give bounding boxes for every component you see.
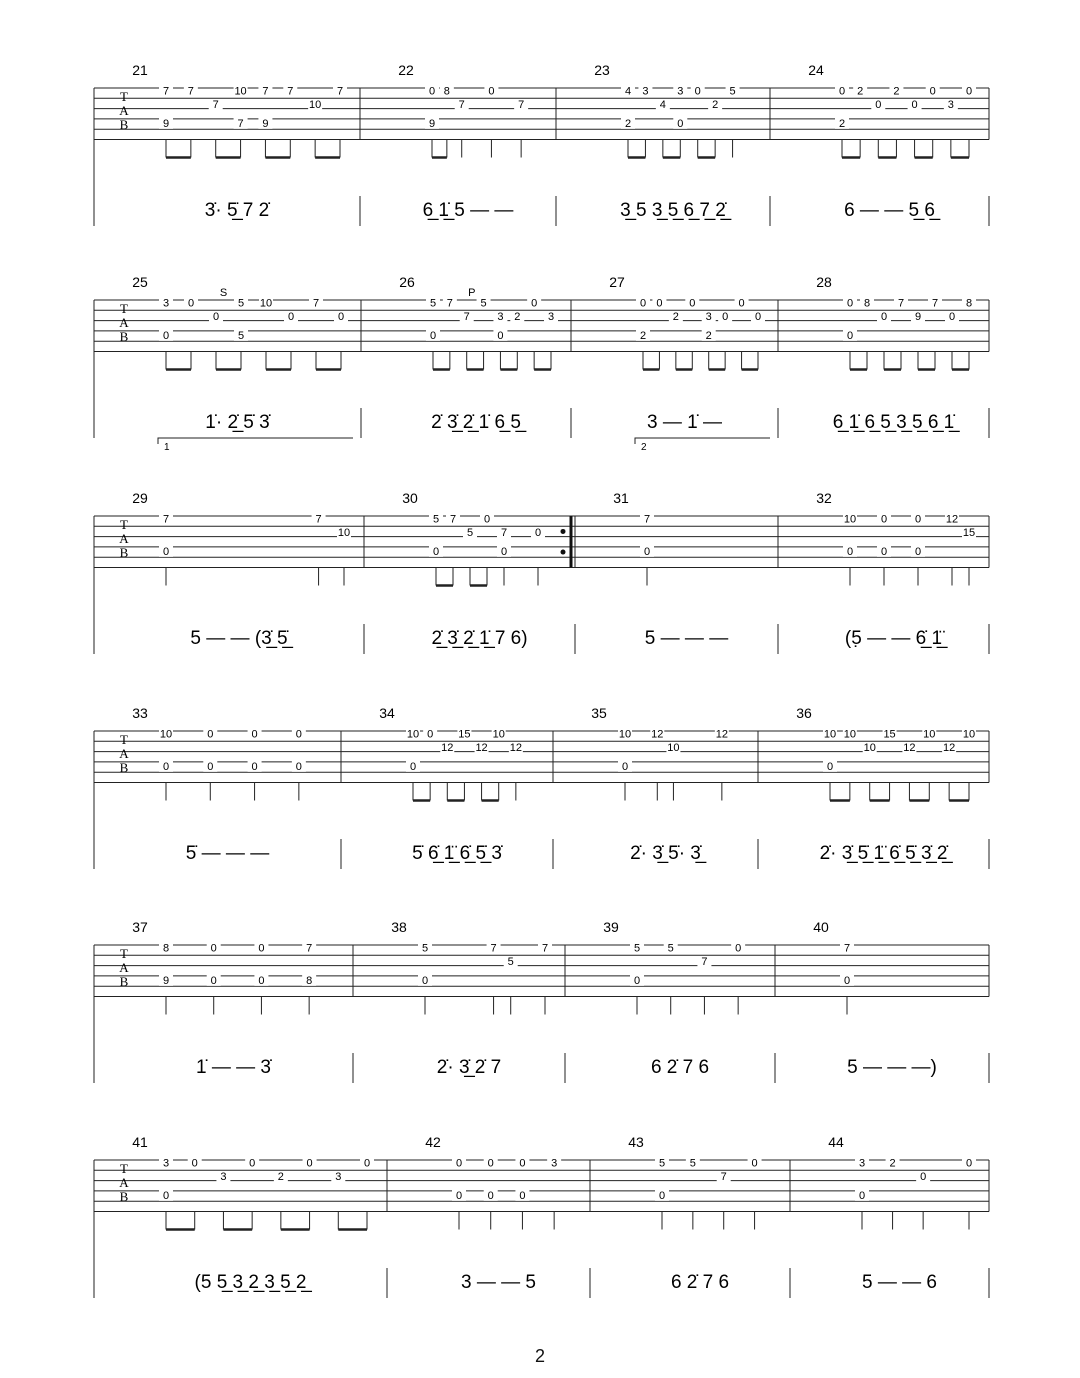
fret-number: 10 — [337, 527, 351, 540]
fret-number: 8 — [306, 974, 313, 987]
fret-number: 0 — [751, 1157, 758, 1170]
fret-number: 7 — [336, 85, 344, 98]
fret-number: 0 — [858, 1189, 866, 1202]
fret-number: 3 — [705, 311, 712, 324]
jianpu-measure: 5 — — 6 — [862, 1272, 937, 1293]
fret-number: 12 — [943, 742, 956, 755]
fret-number: 9 — [162, 974, 170, 987]
measure-number: 36 — [796, 705, 812, 721]
fret-number: 0 — [965, 1157, 973, 1170]
fret-number: 7 — [931, 297, 939, 310]
fret-number: 10 — [406, 728, 420, 741]
fret-number: 2 — [893, 85, 900, 98]
fret-number: 7 — [162, 513, 170, 526]
fret-number: 0 — [965, 85, 973, 98]
fret-number: 0 — [483, 513, 491, 526]
fret-number: 0 — [880, 311, 888, 324]
fret-number: 12 — [945, 513, 959, 526]
measure-number: 30 — [402, 490, 418, 506]
tab-clef-letter: A — [119, 1175, 129, 1190]
jianpu-measure: 5̇ 6̲̇ 1̲̈ 6̲̇ 5̲̇ 3̇ — [412, 843, 502, 864]
measure-number: 28 — [816, 274, 832, 290]
tab-clef-letter: B — [119, 1189, 129, 1204]
measure-number: 27 — [609, 274, 625, 290]
fret-number: 0 — [880, 513, 888, 526]
fret-number: 10 — [843, 513, 857, 526]
measure-number: 31 — [613, 490, 629, 506]
fret-number: 7 — [315, 513, 322, 526]
fret-number: 0 — [677, 117, 684, 130]
fret-number: 0 — [212, 311, 220, 324]
fret-number: 8 — [965, 297, 973, 310]
fret-number: 0 — [914, 545, 922, 558]
fret-number: 0 — [258, 942, 265, 955]
measure-number: 35 — [591, 705, 607, 721]
fret-number: 5 — [466, 527, 474, 540]
fret-number: 9 — [262, 117, 269, 130]
fret-number: 3 — [162, 1157, 170, 1170]
jianpu-measure: (5̣ — — 6̲̇ 1̲̈ — [844, 628, 943, 649]
tab-clef-letter: A — [119, 746, 129, 761]
fret-number: 0 — [363, 1157, 371, 1170]
fret-number: 0 — [210, 942, 217, 955]
fret-number: 2 — [277, 1171, 284, 1184]
technique-marker: P — [468, 287, 476, 299]
measure-number: 21 — [132, 62, 148, 78]
measure-number: 41 — [132, 1134, 148, 1150]
fret-number: 0 — [694, 85, 701, 98]
fret-number: 3 — [551, 1157, 558, 1170]
volta-number: 1 — [164, 442, 170, 453]
fret-number: 0 — [497, 329, 504, 342]
fret-number: 0 — [843, 974, 851, 987]
fret-number: 9 — [914, 311, 922, 324]
jianpu-measure: 6̲ 1̲̇ 6̲ 5̲ 3̲ 5̲ 6̲ 1̲̇ — [832, 412, 955, 433]
fret-number: 0 — [162, 329, 170, 342]
fret-number: 5 — [507, 956, 514, 969]
fret-number: 7 — [262, 85, 269, 98]
measure-number: 44 — [828, 1134, 844, 1150]
fret-number: 7 — [306, 942, 313, 955]
fret-number: 0 — [428, 85, 436, 98]
fret-number: 12 — [509, 742, 522, 755]
measure-number: 40 — [813, 919, 829, 935]
fret-number: 12 — [903, 742, 916, 755]
fret-number: 5 — [689, 1157, 696, 1170]
fret-number: 5 — [729, 85, 736, 98]
fret-number: 0 — [191, 1157, 198, 1170]
fret-number: 10 — [823, 728, 837, 741]
fret-number: 0 — [162, 1189, 170, 1202]
fret-number: 7 — [897, 297, 905, 310]
fret-number: 0 — [948, 311, 956, 324]
fret-number: 0 — [162, 760, 170, 773]
fret-number: 7 — [643, 513, 651, 526]
volta-number: 2 — [641, 442, 647, 453]
jianpu-measure: (5 5̲ 3̲ 2̲ 3̲ 5̲ 2̲ — [194, 1272, 307, 1293]
tab-clef-letter: A — [119, 960, 129, 975]
fret-number: 7 — [287, 85, 294, 98]
fret-number: 0 — [432, 545, 440, 558]
page-number: 2 — [534, 1346, 545, 1366]
fret-number: 0 — [534, 527, 542, 540]
measure-number: 26 — [399, 274, 415, 290]
fret-number: 10 — [618, 728, 632, 741]
fret-number: 0 — [658, 1189, 666, 1202]
fret-number: 3 — [220, 1171, 227, 1184]
fret-number: 7 — [162, 85, 170, 98]
volta-bracket — [635, 438, 770, 444]
fret-number: 5 — [237, 329, 245, 342]
fret-number: 10 — [234, 85, 247, 98]
fret-number: 0 — [920, 1171, 927, 1184]
fret-number: 9 — [428, 117, 436, 130]
measure-number: 33 — [132, 705, 148, 721]
jianpu-measure: 2̲̇ 3̲̇ 2̲̇ 1̲̇ 7 6) — [431, 628, 528, 649]
tab-clef-letter: T — [120, 301, 128, 316]
fret-number: 0 — [914, 513, 922, 526]
technique-marker: S — [219, 287, 228, 299]
jianpu-measure: 3̇· 5̲̇ 7 2̇ — [204, 200, 270, 221]
fret-number: 2 — [857, 85, 864, 98]
measure-number: 42 — [425, 1134, 441, 1150]
fret-number: 10 — [159, 728, 173, 741]
fret-number: 3 — [335, 1171, 342, 1184]
fret-number: 7 — [720, 1171, 727, 1184]
fret-number: 0 — [754, 311, 762, 324]
fret-number: 2 — [624, 117, 632, 130]
fret-number: 7 — [312, 297, 320, 310]
fret-number: 7 — [449, 513, 457, 526]
volta-bracket — [158, 438, 353, 444]
fret-number: 15 — [883, 728, 896, 741]
fret-number: 0 — [639, 297, 647, 310]
measure-number: 29 — [132, 490, 148, 506]
fret-number: 8 — [863, 297, 871, 310]
fret-number: 10 — [667, 742, 680, 755]
fret-number: 7 — [843, 942, 851, 955]
fret-number: 10 — [843, 728, 856, 741]
fret-number: 10 — [962, 728, 976, 741]
fret-number: 0 — [519, 1157, 526, 1170]
fret-number: 9 — [162, 117, 170, 130]
fret-number: 2 — [705, 329, 712, 342]
fret-number: 0 — [875, 99, 882, 112]
measure-number: 37 — [132, 919, 148, 935]
fret-number: 5 — [421, 942, 429, 955]
fret-number: 0 — [162, 545, 170, 558]
jianpu-measure: 1̇· 2̲̇ 5̇ 3̇ — [205, 412, 270, 433]
fret-number: 2 — [514, 311, 521, 324]
fret-number: 0 — [633, 974, 641, 987]
fret-number: 12 — [475, 742, 488, 755]
fret-number: 3 — [547, 311, 555, 324]
jianpu-measure: 6̲ 1̲̇ 5 — — — [422, 200, 514, 221]
fret-number: 3 — [162, 297, 170, 310]
fret-number: 0 — [826, 760, 834, 773]
fret-number: 0 — [911, 99, 918, 112]
fret-number: 0 — [487, 1189, 494, 1202]
fret-number: 0 — [258, 974, 265, 987]
fret-number: 0 — [656, 297, 663, 310]
repeat-dot — [561, 550, 566, 555]
fret-number: 0 — [519, 1189, 526, 1202]
fret-number: 12 — [651, 728, 664, 741]
fret-number: 0 — [531, 297, 538, 310]
fret-number: 7 — [458, 99, 465, 112]
fret-number: 0 — [929, 85, 936, 98]
jianpu-measure: 5 — — (3̲̇ 5̲̇ — [190, 628, 288, 649]
fret-number: 7 — [541, 942, 549, 955]
fret-number: 2 — [639, 329, 647, 342]
fret-number: 0 — [689, 297, 696, 310]
fret-number: 0 — [846, 329, 854, 342]
jianpu-measure: 2̇· 3̲̇ 2̇ 7 — [436, 1057, 502, 1078]
fret-number: 0 — [722, 311, 729, 324]
fret-number: 0 — [409, 760, 417, 773]
fret-number: 0 — [251, 760, 258, 773]
tab-clef-letter: A — [119, 315, 129, 330]
fret-number: 10 — [492, 728, 505, 741]
fret-number: 7 — [518, 99, 525, 112]
fret-number: 10 — [863, 742, 876, 755]
fret-number: 0 — [187, 297, 195, 310]
fret-number: 0 — [735, 942, 742, 955]
fret-number: 0 — [287, 311, 295, 324]
jianpu-measure: 1̇ — — 3̇ — [196, 1057, 271, 1078]
fret-number: 5 — [633, 942, 641, 955]
fret-number: 0 — [738, 297, 745, 310]
fret-number: 3 — [947, 99, 954, 112]
jianpu-measure: 2̇ 3̲̇ 2̲̇ 1̇ 6̲ 5̲ — [431, 412, 521, 433]
fret-number: 0 — [643, 545, 651, 558]
fret-number: 15 — [962, 527, 976, 540]
fret-number: 0 — [429, 329, 437, 342]
fret-number: 5 — [237, 297, 245, 310]
fret-number: 0 — [880, 545, 888, 558]
fret-number: 0 — [210, 974, 217, 987]
fret-number: 3 — [677, 85, 684, 98]
fret-number: 3 — [858, 1157, 866, 1170]
fret-number: 8 — [443, 85, 450, 98]
fret-number: 2 — [672, 311, 679, 324]
fret-number: 0 — [421, 974, 429, 987]
fret-number: 5 — [480, 297, 487, 310]
tab-clef-letter: A — [119, 531, 129, 546]
jianpu-measure: 3 — 1̇ — — [647, 412, 722, 433]
tab-clef-letter: T — [120, 732, 128, 747]
fret-number: 0 — [455, 1157, 463, 1170]
tab-clef-letter: B — [119, 760, 129, 775]
fret-number: 2 — [889, 1157, 896, 1170]
tab-clef-letter: T — [120, 1161, 128, 1176]
measure-number: 25 — [132, 274, 148, 290]
jianpu-measure: 6 2̇ 7 6 — [670, 1272, 730, 1293]
tab-clef-letter: B — [119, 545, 129, 560]
tab-clef-letter: T — [120, 517, 128, 532]
jianpu-measure: 2̇· 3̲̇ 5̲̇ 1̲̈ 6̲̇ 5̲̇ 3̲̇ 2̲̇ — [819, 843, 948, 864]
fret-number: 10 — [923, 728, 936, 741]
fret-number: 10 — [259, 297, 273, 310]
measure-number: 39 — [603, 919, 619, 935]
fret-number: 4 — [624, 85, 632, 98]
fret-number: 7 — [237, 117, 244, 130]
fret-number: 5 — [667, 942, 674, 955]
fret-number: 0 — [207, 728, 214, 741]
jianpu-measure: 6 — — 5̲ 6̲ — [844, 200, 935, 221]
fret-number: 0 — [621, 760, 629, 773]
tab-clef-letter: B — [119, 117, 129, 132]
measure-number: 34 — [379, 705, 395, 721]
tab-clef-letter: B — [119, 329, 129, 344]
fret-number: 4 — [659, 99, 666, 112]
jianpu-measure: 5 — — — — [644, 628, 729, 649]
fret-number: 8 — [162, 942, 170, 955]
fret-number: 7 — [701, 956, 708, 969]
fret-number: 0 — [487, 1157, 494, 1170]
jianpu-measure: 3 — — 5 — [461, 1272, 536, 1293]
fret-number: 0 — [500, 545, 508, 558]
fret-number: 3 — [642, 85, 649, 98]
fret-number: 3 — [497, 311, 504, 324]
fret-number: 0 — [427, 728, 434, 741]
measure-number: 43 — [628, 1134, 644, 1150]
jianpu-measure: 5̇ — — — — [185, 843, 270, 864]
fret-number: 0 — [846, 297, 854, 310]
measure-number: 22 — [398, 62, 414, 78]
fret-number: 12 — [715, 728, 728, 741]
fret-number: 10 — [309, 99, 322, 112]
fret-number: 0 — [846, 545, 854, 558]
measure-number: 32 — [816, 490, 832, 506]
tab-clef-letter: T — [120, 89, 128, 104]
fret-number: 5 — [429, 297, 437, 310]
fret-number: 0 — [337, 311, 345, 324]
fret-number: 7 — [212, 99, 219, 112]
fret-number: 7 — [446, 297, 453, 310]
measure-number: 24 — [808, 62, 824, 78]
tab-clef-letter: B — [119, 974, 129, 989]
fret-number: 7 — [490, 942, 497, 955]
fret-number: 0 — [251, 728, 258, 741]
fret-number: 7 — [463, 311, 470, 324]
repeat-dot — [561, 529, 566, 534]
jianpu-measure: 2̇· 3̲̇ 5̇· 3̲̇ — [630, 843, 701, 864]
fret-number: 0 — [249, 1157, 256, 1170]
fret-number: 15 — [458, 728, 471, 741]
fret-number: 5 — [432, 513, 440, 526]
jianpu-measure: 6 2̇ 7 6 — [650, 1057, 710, 1078]
fret-number: 0 — [207, 760, 214, 773]
fret-number: 0 — [455, 1189, 463, 1202]
measure-number: 38 — [391, 919, 407, 935]
fret-number: 0 — [838, 85, 846, 98]
fret-number: 0 — [488, 85, 495, 98]
fret-number: 5 — [658, 1157, 666, 1170]
fret-number: 2 — [838, 117, 846, 130]
fret-number: 0 — [295, 728, 302, 741]
tab-clef-letter: A — [119, 103, 129, 118]
jianpu-measure: 5 — — —) — [847, 1057, 937, 1078]
fret-number: 0 — [295, 760, 302, 773]
measure-number: 23 — [594, 62, 610, 78]
jianpu-measure: 3̲ 5 3̲ 5̲ 6̲ 7̲ 2̲̇ — [620, 200, 726, 221]
tab-clef-letter: T — [120, 946, 128, 961]
fret-number: 2 — [712, 99, 719, 112]
fret-number: 7 — [500, 527, 508, 540]
fret-number: 7 — [187, 85, 194, 98]
fret-number: 0 — [306, 1157, 313, 1170]
fret-number: 12 — [441, 742, 454, 755]
